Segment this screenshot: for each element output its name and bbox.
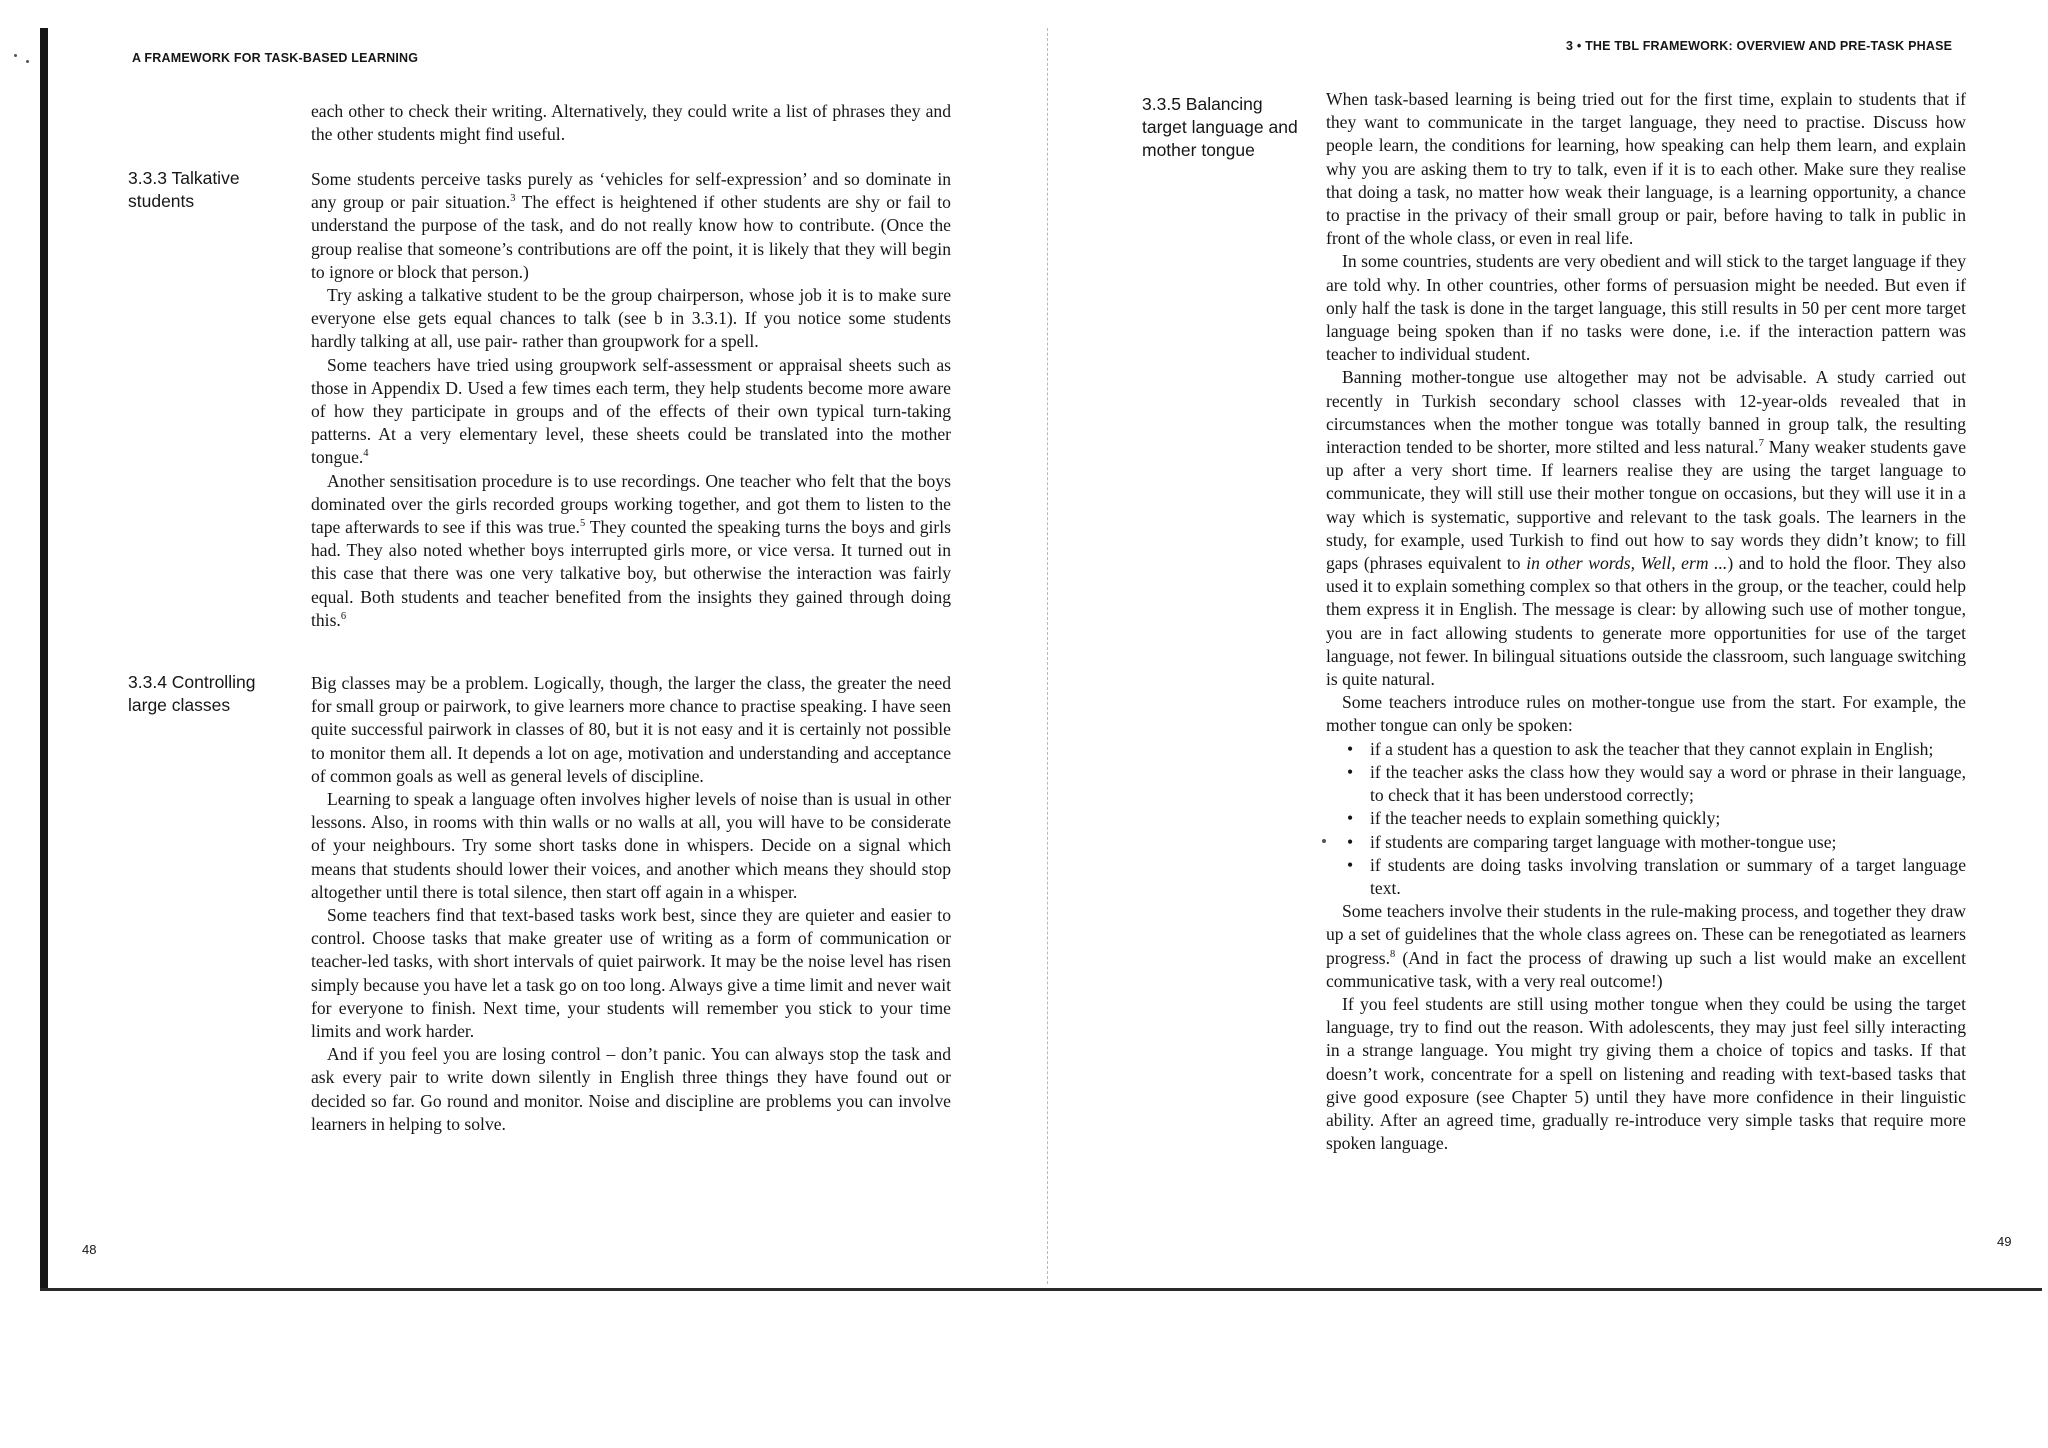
scan-edge-bar xyxy=(40,28,48,1290)
section-heading-talkative-students: 3.3.3 Talkative students xyxy=(128,168,240,211)
scan-speck xyxy=(14,54,17,57)
page-gutter xyxy=(1047,28,1048,1284)
paragraph: each other to check their writing. Alternatively, they could write a list of phrases they and the other students might find useful. xyxy=(311,101,951,145)
footnote-ref: 8 xyxy=(1390,948,1396,960)
paragraph: Another sensitisation procedure is to use recordings. One teacher who felt that the boys dominated over the girls recorded groups working together, and got them to listen to the tape afterwards to see if this was true.$^5$ They counted the speaking turns the boys and girls had. They also noted whether boys interrupted girls more, or vice versa. It turned out in this case that there was one very talkative boy, but otherwise the interaction was fairly equal. Both students and teacher benefited from the insights they gained through doing this.$^6$ xyxy=(311,470,952,630)
paragraph: Learning to speak a language often involves higher levels of noise than is usual in other lessons. Also, in rooms with thin walls or no walls at all, you will have to be considerate of your neighbours. Try some short tasks done in whispers. Decide on a signal which means that students should lower their voices, and another which means they should stop altogether until there is total silence, then start off again in a whisper. xyxy=(311,789,951,902)
section-body-balancing-target-language xyxy=(1326,88,1966,1155)
paragraph: In some countries, students are very obedient and will stick to the target language if they are told why. In other countries, other forms of persuasion might be needed. But even if only half the task is done in the target language, this still results in 50 per cent more target language being spoken than if no tasks were done, i.e. if the interaction pattern was teacher to individual student. xyxy=(1326,251,1966,365)
section-heading-balancing-target-language: 3.3.5 Balancing target language and mother tongue xyxy=(1142,94,1298,160)
running-head-right: 3 • THE TBL FRAMEWORK: OVERVIEW AND PRE-TASK PHASE xyxy=(1566,39,1953,53)
paragraph: Some teachers have tried using groupwork self-assessment or appraisal sheets such as those in Appendix D. Used a few times each term, they help students become more aware of how they participate in groups and of the effects of their own typical turn-taking patterns. At a very elementary level, these sheets could be translated into the mother tongue.$^4$ xyxy=(311,354,951,468)
section-heading-controlling-large-classes: 3.3.4 Controlling large classes xyxy=(128,672,256,715)
paragraph: Big classes may be a problem. Logically, though, the larger the class, the greater the need for small group or pairwork, to give learners more chance to practise speaking. I have seen quite successful pairwork in classes of 80, but it is not easy and it is certainly not possible to monitor them all. It depends a lot on age, motivation and understanding and acceptance of common goals as well as general levels of discipline. xyxy=(311,673,951,786)
scan-speck xyxy=(26,60,29,63)
footnote-ref: 6 xyxy=(340,611,347,622)
list-item: • if the teacher needs to explain something quickly; xyxy=(1370,807,1966,830)
paragraph: And if you feel you are losing control – don’t panic. You can always stop the task and ask every pair to write down silently in English three things they have found out or decided so far. Go round and monitor. Noise and discipline are problems you can involve learners in helping to solve. xyxy=(311,1044,951,1134)
page-number-left: 48 xyxy=(82,1242,97,1257)
running-head-left: A FRAMEWORK FOR TASK-BASED LEARNING xyxy=(132,51,419,65)
paragraph: Some teachers involve their students in the rule-making process, and together they draw up a set of guidelines that the whole class agrees on. These can be renegotiated as learners progress.$^8$ (And in fact the process of drawing up such a list would make an excellent communicative task, with a very real outcome!) xyxy=(1326,901,1966,991)
footnote-ref: 5 xyxy=(579,518,586,530)
footnote-ref: 3 xyxy=(510,193,516,205)
list-item: • if students are doing tasks involving translation or summary of a target language text. xyxy=(1370,854,1966,900)
paragraph: If you feel students are still using mother tongue when they could be using the target language, try to find out the reason. With adolescents, they may just feel silly interacting in a strange language. You might try giving them a choice of topics and tasks. If that doesn’t work, concentrate for a spell on listening and reading with text-based tasks that give good exposure (see Chapter 5) until they have more confidence in their linguistic ability. After an agreed time, gradually re-introduce very simple tasks that require more spoken language. xyxy=(1326,993,1966,1154)
list-item: • if a student has a question to ask the teacher that they cannot explain in English; xyxy=(1370,738,1966,761)
paragraph: Some students perceive tasks purely as ‘vehicles for self-expression’ and so dominate in any group or pair situation.$^3$ The effect is heightened if other students are shy or fail to understand the purpose of the task, and do not really know how to contribute. (Once the group realise that someone’s contributions are off the point, it is likely that they will begin to ignore or block that person.) xyxy=(311,169,951,282)
list-item: • if the teacher asks the class how they would say a word or phrase in their language, to check that it has been understood correctly; xyxy=(1370,761,1966,807)
paragraph: Try asking a talkative student to be the group chairperson, whose job it is to make sure everyone else gets equal chances to talk (see b in 3.3.1). If you notice some students hardly talking at all, use pair- rather than groupwork for a spell. xyxy=(311,285,951,352)
paragraph: When task-based learning is being tried out for the first time, explain to students that if they want to communicate in the target language, they need to practise. Discuss how people learn, the conditions for learning, how speaking can help them learn, and explain why you are asking them to try to talk, even if it is to each other. Make sure they realise that doing a task, no matter how weak their language, is a learning opportunity, a chance to practise in the privacy of their small group or pair, before having to talk in public in front of the whole class, or even in real life. xyxy=(1326,89,1966,249)
footnote-ref: 7 xyxy=(1758,438,1764,450)
bullet-list xyxy=(1326,738,1966,900)
section-body-talkative-students xyxy=(311,168,951,632)
continuation-text xyxy=(311,100,951,146)
list-item: • if students are comparing target language with mother-tongue use; xyxy=(1370,831,1966,854)
page-number-right: 49 xyxy=(1997,1234,2012,1249)
scan-bottom-edge xyxy=(40,1288,2042,1291)
section-body-controlling-large-classes xyxy=(311,672,951,1136)
paragraph: Banning mother-tongue use altogether may not be advisable. A study carried out recently in Turkish secondary school classes with 12-year-olds revealed that in circumstances when the mother tongue was totally banned in group talk, the resulting interaction tended to be shorter, more stilted and less natural.$^7$ Many weaker students gave up after a very short time. If learners realise they are using the target language to communicate, they will still use their mother tongue on occasions, but they will use it in a way which is systematic, supportive and relevant to the task goals. The learners in the study, for example, used Turkish to find out how to say words they didn’t know; to fill gaps (phrases equivalent to in other words, Well, erm ...) and to hold the floor. They also used it to explain something complex so that others in the group, or the teacher, could help them express it in English. The message is clear: by allowing such use of mother tongue, you are in fact allowing students to generate more opportunities for use of the target language, not fewer. In bilingual situations outside the classroom, such language switching is quite natural. xyxy=(1326,367,1966,690)
footnote-ref: 4 xyxy=(363,448,369,460)
paragraph: Some teachers introduce rules on mother-tongue use from the start. For example, the mother tongue can only be spoken: xyxy=(1326,692,1966,736)
paragraph: Some teachers find that text-based tasks work best, since they are quieter and easier to control. Choose tasks that make greater use of writing as a form of communication or teacher-led tasks, with short intervals of quiet pairwork. It may be the noise level has risen simply because you have let a task go on too long. Always give a time limit and never wait for everyone to finish. Next time, your students will remember you stick to your time limits and work harder. xyxy=(311,905,951,1042)
